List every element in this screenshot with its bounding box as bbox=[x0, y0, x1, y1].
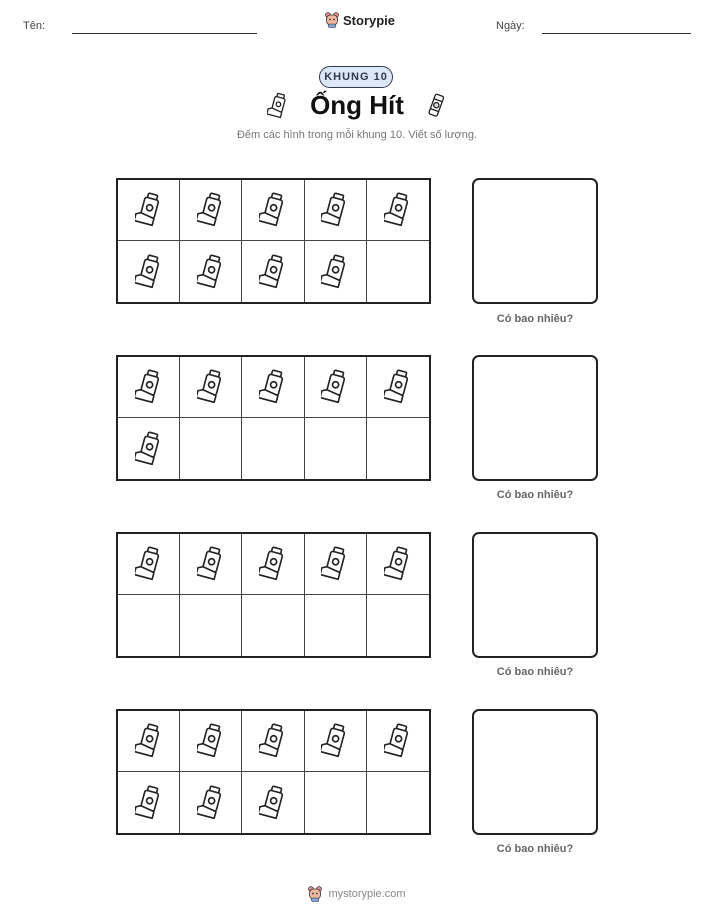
frame-cell-filled bbox=[305, 180, 367, 241]
answer-box[interactable] bbox=[472, 355, 598, 481]
frame-cell-filled bbox=[118, 180, 180, 241]
inhaler-icon bbox=[384, 190, 412, 230]
name-label: Tên: bbox=[23, 20, 46, 32]
mascot-icon bbox=[325, 12, 339, 28]
inhaler-icon bbox=[135, 721, 163, 761]
inhaler-icon bbox=[321, 721, 349, 761]
frame-cell-filled bbox=[180, 534, 242, 595]
answer-box[interactable] bbox=[472, 532, 598, 658]
date-label: Ngày: bbox=[496, 20, 525, 32]
frame-cell-filled bbox=[367, 180, 429, 241]
frame-cell-filled bbox=[367, 711, 429, 772]
frame-cell-filled bbox=[242, 711, 304, 772]
inhaler-icon bbox=[321, 544, 349, 584]
frame-cell-filled bbox=[305, 241, 367, 302]
frame-cell-filled bbox=[367, 534, 429, 595]
frame-cell-empty bbox=[305, 595, 367, 656]
frame-cell-filled bbox=[305, 357, 367, 418]
footer-url[interactable]: mystorypie.com bbox=[328, 888, 406, 900]
ten-frame bbox=[116, 709, 431, 835]
brand-logo bbox=[325, 12, 395, 28]
inhaler-icon bbox=[259, 367, 287, 407]
inhaler-icon bbox=[135, 367, 163, 407]
frame-cell-empty bbox=[367, 418, 429, 479]
frame-cell-empty bbox=[242, 595, 304, 656]
frame-cell-filled bbox=[242, 534, 304, 595]
frame-cell-empty bbox=[367, 772, 429, 833]
inhaler-icon bbox=[425, 92, 447, 120]
frame-cell-filled bbox=[118, 418, 180, 479]
frame-cell-filled bbox=[180, 180, 242, 241]
answer-box[interactable] bbox=[472, 709, 598, 835]
date-line[interactable] bbox=[542, 33, 691, 34]
frame-cell-filled bbox=[118, 711, 180, 772]
ten-frame bbox=[116, 355, 431, 481]
inhaler-icon bbox=[321, 252, 349, 292]
inhaler-icon bbox=[197, 252, 225, 292]
answer-box[interactable] bbox=[472, 178, 598, 304]
inhaler-icon bbox=[135, 190, 163, 230]
frame-cell-empty bbox=[367, 595, 429, 656]
frame-cell-filled bbox=[118, 241, 180, 302]
frame-cell-filled bbox=[180, 711, 242, 772]
ten-frame bbox=[116, 178, 431, 304]
footer bbox=[0, 886, 714, 902]
inhaler-icon bbox=[197, 783, 225, 823]
inhaler-icon bbox=[321, 367, 349, 407]
page-title: Ống Hít bbox=[310, 90, 404, 120]
frame-cell-filled bbox=[305, 711, 367, 772]
inhaler-icon bbox=[259, 190, 287, 230]
frame-cell-filled bbox=[180, 241, 242, 302]
frame-cell-filled bbox=[180, 357, 242, 418]
inhaler-icon bbox=[384, 544, 412, 584]
ten-frame bbox=[116, 532, 431, 658]
question-label: Có bao nhiêu? bbox=[496, 666, 574, 678]
inhaler-icon bbox=[197, 190, 225, 230]
frame-cell-empty bbox=[242, 418, 304, 479]
question-label: Có bao nhiêu? bbox=[496, 843, 574, 855]
frame-cell-filled bbox=[367, 357, 429, 418]
frame-cell-empty bbox=[180, 595, 242, 656]
inhaler-icon bbox=[197, 367, 225, 407]
inhaler-icon bbox=[135, 252, 163, 292]
frame-cell-empty bbox=[118, 595, 180, 656]
frame-cell-filled bbox=[242, 180, 304, 241]
name-line[interactable] bbox=[72, 33, 257, 34]
inhaler-icon bbox=[135, 544, 163, 584]
frame-cell-filled bbox=[242, 241, 304, 302]
inhaler-icon bbox=[384, 721, 412, 761]
frame-cell-filled bbox=[118, 534, 180, 595]
frame-cell-filled bbox=[180, 772, 242, 833]
inhaler-icon bbox=[321, 190, 349, 230]
frame-cell-empty bbox=[367, 241, 429, 302]
inhaler-icon bbox=[135, 429, 163, 469]
frame-cell-filled bbox=[305, 534, 367, 595]
inhaler-icon bbox=[259, 783, 287, 823]
question-label: Có bao nhiêu? bbox=[496, 489, 574, 501]
inhaler-icon bbox=[197, 544, 225, 584]
inhaler-icon bbox=[135, 783, 163, 823]
inhaler-icon bbox=[259, 252, 287, 292]
brand-name: Storypie bbox=[343, 12, 396, 28]
inhaler-icon bbox=[259, 544, 287, 584]
mascot-icon bbox=[308, 886, 322, 902]
frame-cell-filled bbox=[118, 772, 180, 833]
inhaler-icon bbox=[259, 721, 287, 761]
frame-cell-empty bbox=[180, 418, 242, 479]
inhaler-icon bbox=[197, 721, 225, 761]
frame-cell-filled bbox=[242, 357, 304, 418]
instructions: Đếm các hình trong mỗi khung 10. Viết số lượng. bbox=[236, 129, 477, 141]
inhaler-icon bbox=[384, 367, 412, 407]
frame-cell-filled bbox=[242, 772, 304, 833]
frame-cell-filled bbox=[118, 357, 180, 418]
frame-type-badge: KHUNG 10 bbox=[319, 66, 393, 88]
question-label: Có bao nhiêu? bbox=[496, 313, 574, 325]
frame-cell-empty bbox=[305, 418, 367, 479]
frame-cell-empty bbox=[305, 772, 367, 833]
